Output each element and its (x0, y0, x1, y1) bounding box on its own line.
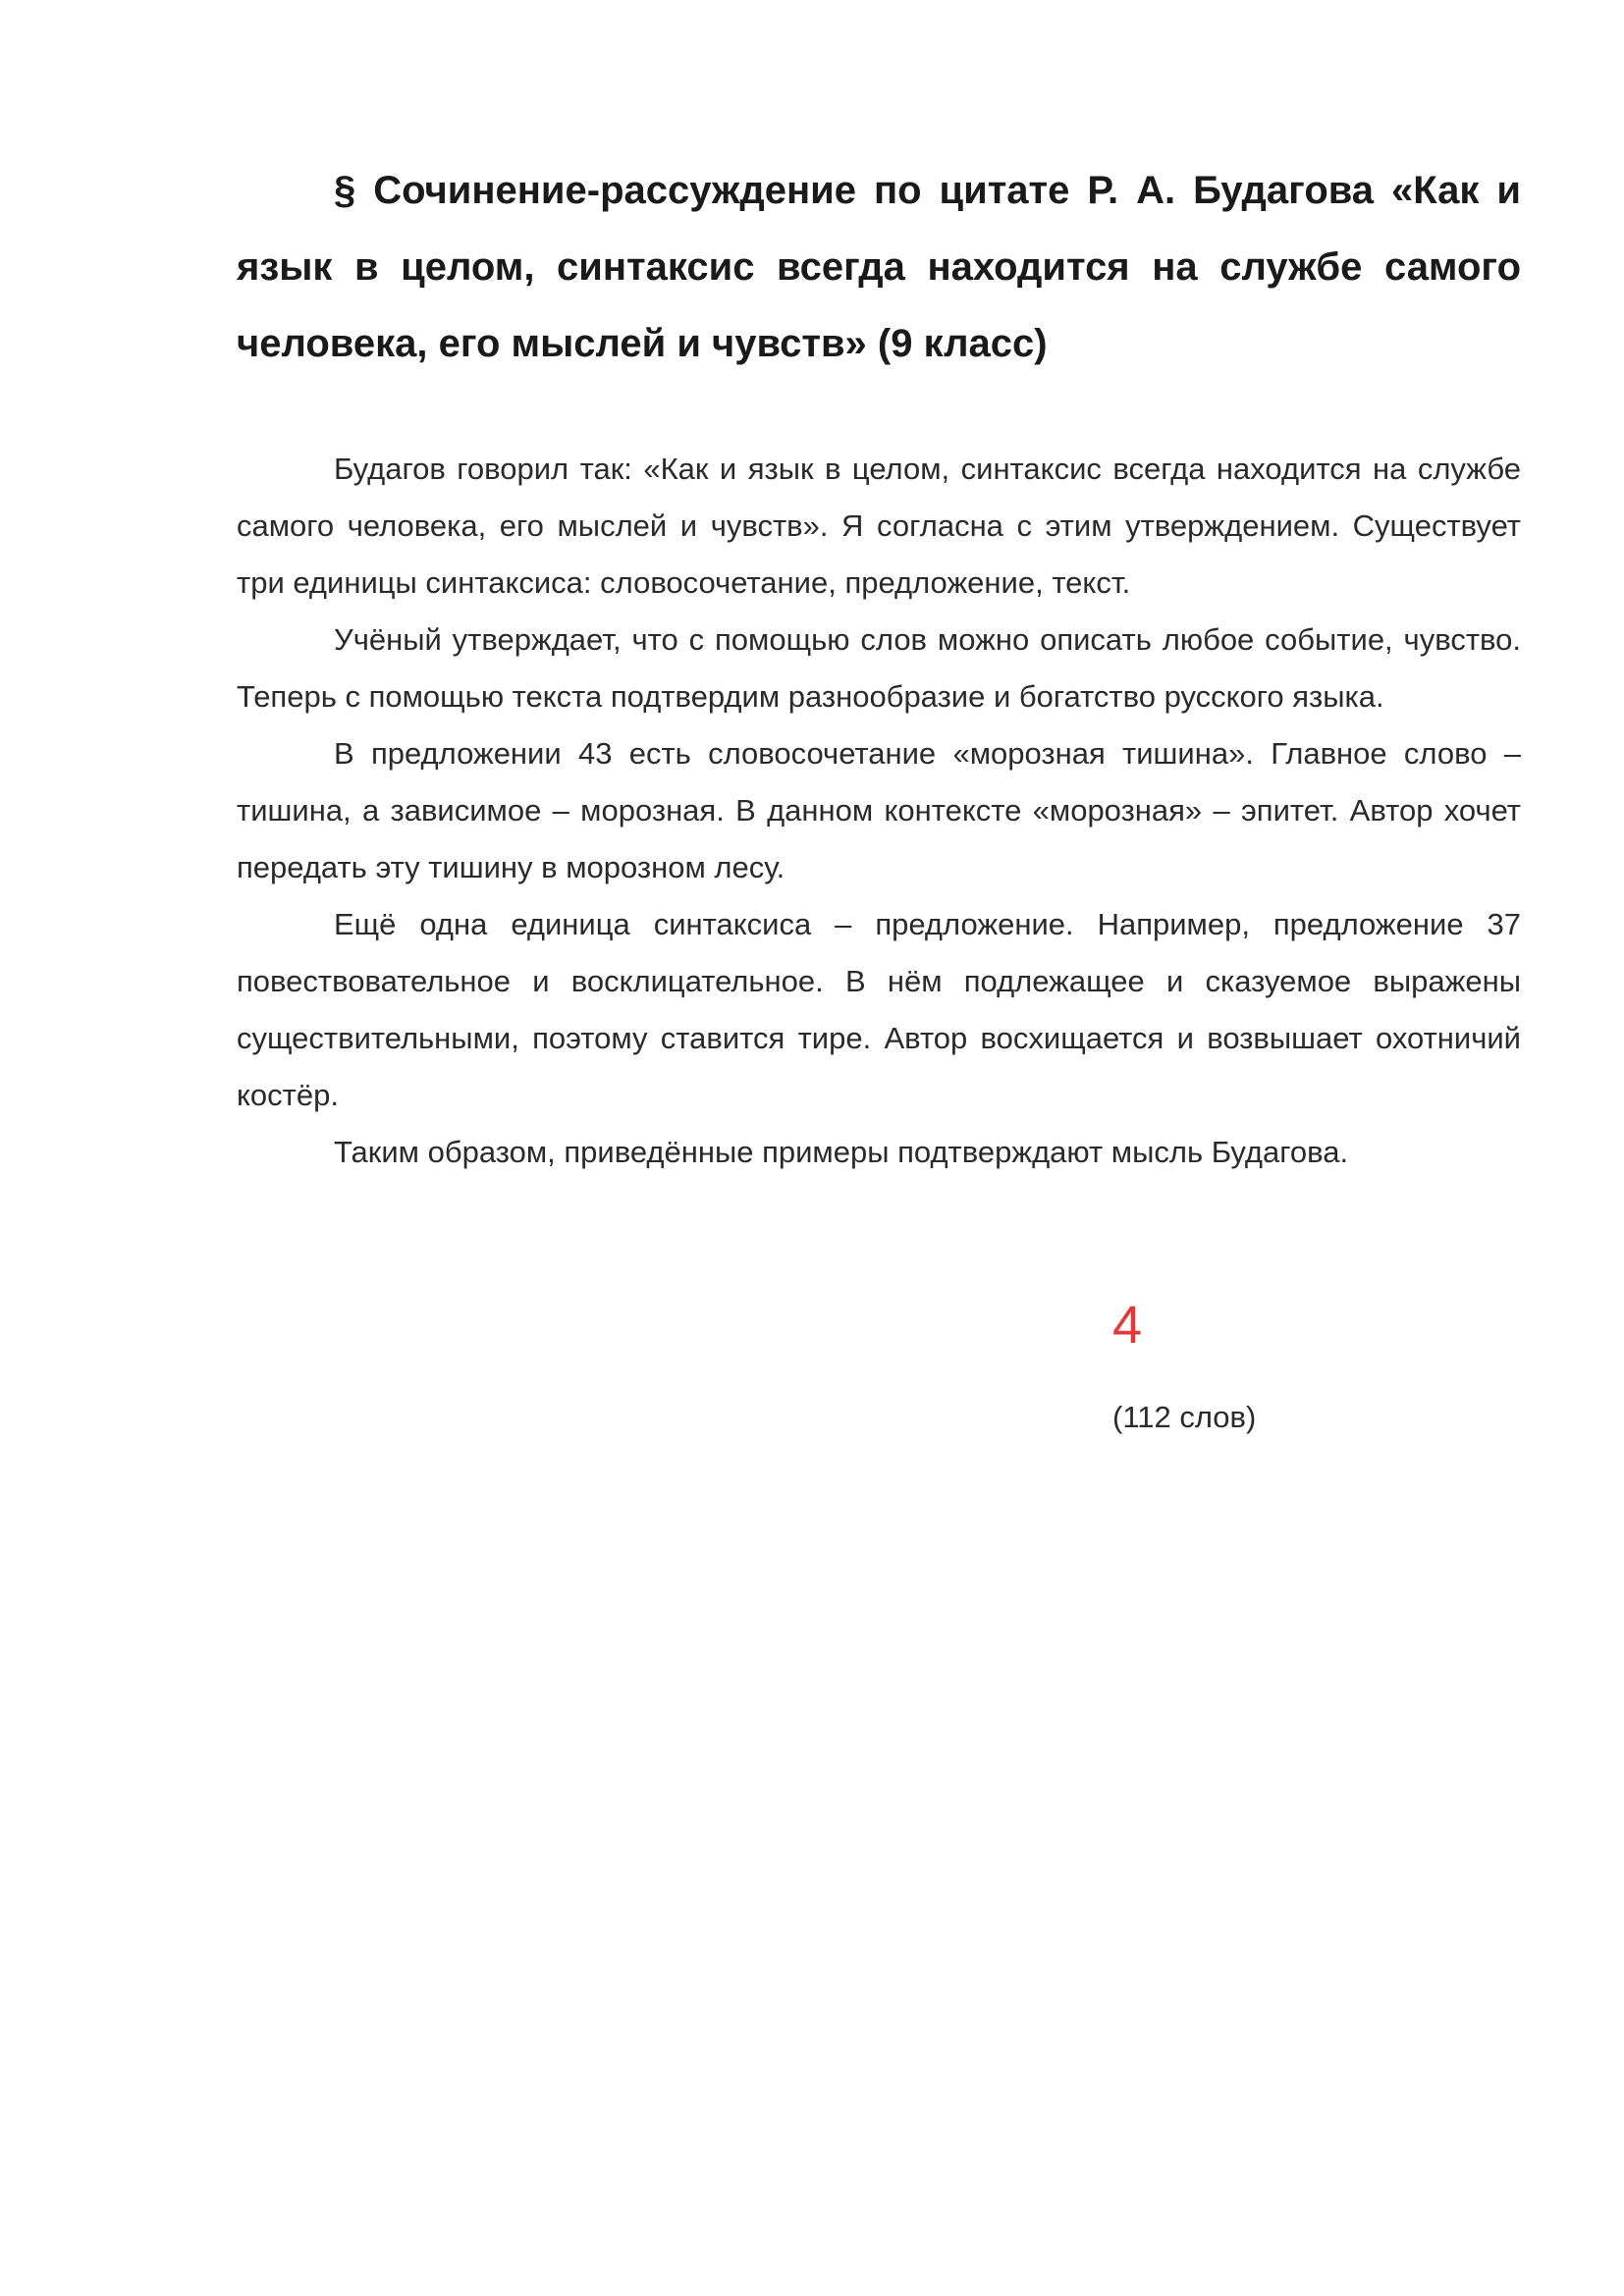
grade-mark: 4 (1112, 1296, 1143, 1355)
essay-title: § Сочинение-рассуждение по цитате Р. А. Будагова «Как и язык в целом, синтаксис всегда находится на службе самого человека, его мыслей и чувств» (9 класс) (237, 169, 1521, 365)
essay-body (237, 441, 1521, 1181)
essay-paragraph: Ещё одна единица синтаксиса – предложение. Например, предложение 37 повествовательное и восклицательное. В нём подлежащее и сказуемое выражены существительными, поэтому ставится тире. Автор восхищается и возвышает охотничий костёр. (237, 907, 1521, 1112)
essay-paragraph: Будагов говорил так: «Как и язык в целом, синтаксис всегда находится на службе самого человека, его мыслей и чувств». Я согласна с этим утверждением. Существует три единицы синтаксиса: словосочетание, предложение, текст. (237, 452, 1521, 600)
essay-paragraph: В предложении 43 есть словосочетание «морозная тишина». Главное слово – тишина, а зависимое – морозная. В данном контексте «морозная» – эпитет. Автор хочет передать эту тишину в морозном лесу. (237, 736, 1521, 884)
essay-paragraph: Таким образом, приведённые примеры подтверждают мысль Будагова. (334, 1135, 1349, 1169)
essay-paragraph: Учёный утверждает, что с помощью слов можно описать любое событие, чувство. Теперь с помощью текста подтвердим разнообразие и богатство русского языка. (237, 622, 1521, 714)
essay-content (237, 152, 1521, 1181)
word-count: (112 слов) (1112, 1400, 1257, 1434)
